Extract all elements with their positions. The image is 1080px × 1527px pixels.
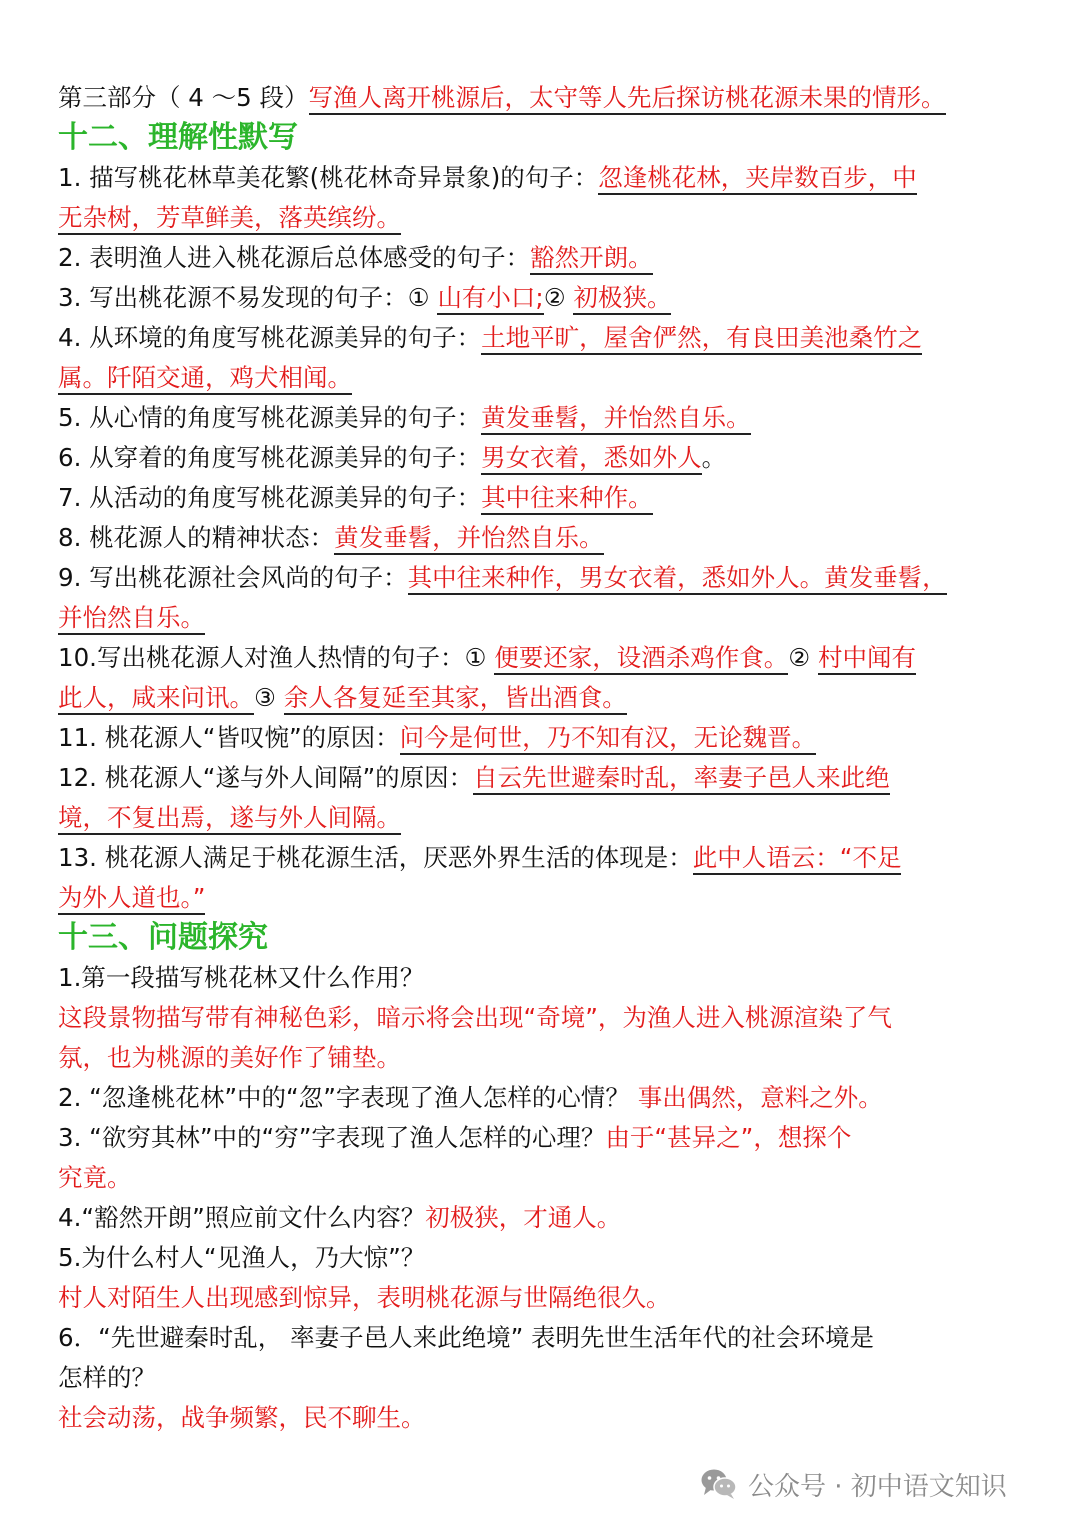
s13-a3-part1: 由于“甚异之”，想探个 [605, 1123, 852, 1152]
item-1-question: 1. 描写桃花林草美花繁(桃花林奇异景象)的句子： [58, 163, 599, 192]
item-9-line-1 [58, 558, 1030, 598]
item-9-question: 9. 写出桃花源社会风尚的句子： [58, 563, 408, 592]
item-10-marker-3: ③ [254, 683, 276, 712]
item-6-answer: 男女衣着，悉如外人 [481, 443, 702, 475]
part3-label: 第三部分（ 4 ～5 段） [58, 83, 309, 112]
item-9-line-2 [58, 598, 1030, 638]
item-3-question: 3. 写出桃花源不易发现的句子：① [58, 283, 430, 312]
item-5-line [58, 398, 1030, 438]
item-1-answer-part2: 无杂树，芳草鲜美，落英缤纷。 [58, 203, 401, 235]
item-10-question: 10.写出桃花源人对渔人热情的句子：① [58, 643, 487, 672]
item-8-question: 8. 桃花源人的精神状态： [58, 523, 335, 552]
item-12-answer-part1: 自云先世避秦时乱，率妻子邑人来此绝 [473, 763, 890, 795]
item-3-answer-part1: 山有小口; [437, 283, 543, 315]
item-10-line-1 [58, 638, 1030, 678]
item-7-line [58, 478, 1030, 518]
item-13-line-1 [58, 838, 1030, 878]
s13-a2: 事出偶然，意料之外。 [637, 1083, 883, 1112]
item-12-line-1 [58, 758, 1030, 798]
item-11-question: 11. 桃花源人“皆叹惋”的原因： [58, 723, 400, 752]
s13-q3: 3. “欲穷其林”中的“穷”字表现了渔人怎样的心理？ [58, 1123, 606, 1152]
item-3-marker: ② [543, 283, 566, 312]
s13-q2: 2. “忽逢桃花林”中的“忽”字表现了渔人怎样的心情？ [58, 1083, 630, 1112]
s13-a4: 初极狭，才通人。 [425, 1203, 622, 1232]
s13-a1-line-2: 氛，也为桃源的美好作了铺垫。 [58, 1043, 401, 1072]
watermark-text: 公众号 · 初中语文知识 [748, 1471, 1007, 1502]
item-9-answer-part1: 其中往来种作，男女衣着，悉如外人。黄发垂髫， [408, 563, 947, 595]
item-7-answer: 其中往来种作。 [481, 483, 653, 515]
item-1-answer-part1: 忽逢桃花林，夹岸数百步，中 [598, 163, 917, 195]
s13-q1: 1.第一段描写桃花林又什么作用？ [58, 963, 425, 992]
item-10-answer-part4: 余人各复延至其家，皆出酒食。 [284, 683, 627, 715]
s13-a1-line-1: 这段景物描写带有神秘色彩，暗示将会出现“奇境”，为渔人进入桃源渲染了气 [58, 1003, 892, 1032]
item-6-tail: 。 [701, 443, 727, 472]
item-2-answer: 豁然开朗。 [530, 243, 653, 275]
item-6-question: 6. 从穿着的角度写桃花源美异的句子： [58, 443, 482, 472]
s13-q4-line [58, 1198, 1030, 1238]
item-2-line [58, 238, 1030, 278]
item-2-question: 2. 表明渔人进入桃花源后总体感受的句子： [58, 243, 531, 272]
s13-a3-part2: 究竟。 [58, 1163, 132, 1192]
part3-answer: 写渔人离开桃源后，太守等人先后探访桃花源未果的情形。 [309, 83, 946, 115]
part3-line [58, 78, 1030, 118]
item-13-answer-part2: 为外人道也。” [58, 883, 205, 915]
s13-a5: 村人对陌生人出现感到惊异，表明桃花源与世隔绝很久。 [58, 1283, 671, 1312]
item-5-answer: 黄发垂髫，并怡然自乐。 [481, 403, 751, 435]
item-13-question: 13. 桃花源人满足于桃花源生活，厌恶外界生活的体现是： [58, 843, 693, 872]
item-10-answer-part1: 便要还家，设酒杀鸡作食。 [494, 643, 788, 675]
item-12-answer-part2: 境，不复出焉，遂与外人间隔。 [58, 803, 401, 835]
item-12-line-2 [58, 798, 1030, 838]
item-9-answer-part2: 并怡然自乐。 [58, 603, 205, 635]
s13-q6-line-1: 6．“先世避秦时乱， 率妻子邑人来此绝境” 表明先世生活年代的社会环境是 [58, 1323, 875, 1352]
wechat-icon [700, 1468, 738, 1500]
document-body [58, 78, 1030, 1438]
item-1-line-2 [58, 198, 1030, 238]
item-13-line-2 [58, 878, 1030, 918]
section13-heading: 十三、问题探究 [58, 920, 268, 955]
item-4-question: 4. 从环境的角度写桃花源美异的句子： [58, 323, 482, 352]
section12-heading: 十二、理解性默写 [58, 120, 298, 155]
item-8-line [58, 518, 1030, 558]
item-4-line-1 [58, 318, 1030, 358]
item-3-line [58, 278, 1030, 318]
item-4-answer-part2: 属。阡陌交通，鸡犬相闻。 [58, 363, 352, 395]
item-10-line-2 [58, 678, 1030, 718]
item-3-answer-part2: 初极狭。 [573, 283, 671, 315]
item-7-question: 7. 从活动的角度写桃花源美异的句子： [58, 483, 482, 512]
s13-q3-line [58, 1118, 1030, 1158]
item-5-question: 5. 从心情的角度写桃花源美异的句子： [58, 403, 482, 432]
item-1-line-1 [58, 158, 1030, 198]
s13-a6: 社会动荡，战争频繁，民不聊生。 [58, 1403, 426, 1432]
item-4-answer-part1: 土地平旷，屋舍俨然，有良田美池桑竹之 [481, 323, 922, 355]
item-10-answer-part2: 村中闻有 [818, 643, 916, 675]
item-11-answer: 问今是何世，乃不知有汉，无论魏晋。 [400, 723, 817, 755]
s13-q2-line [58, 1078, 1030, 1118]
s13-q6-line-2: 怎样的？ [58, 1363, 156, 1392]
item-10-answer-part3: 此人，咸来问讯。 [58, 683, 254, 715]
item-11-line [58, 718, 1030, 758]
s13-q5: 5.为什么村人“见渔人，乃大惊”？ [58, 1243, 426, 1272]
item-8-answer: 黄发垂髫，并怡然自乐。 [334, 523, 604, 555]
item-6-line [58, 438, 1030, 478]
s13-q4: 4.“豁然开朗”照应前文什么内容？ [58, 1203, 426, 1232]
item-13-answer-part1: 此中人语云：“不足 [693, 843, 902, 875]
item-12-question: 12. 桃花源人“遂与外人间隔”的原因： [58, 763, 474, 792]
item-4-line-2 [58, 358, 1030, 398]
watermark [700, 1464, 1007, 1504]
item-10-marker-2: ② [788, 643, 811, 672]
